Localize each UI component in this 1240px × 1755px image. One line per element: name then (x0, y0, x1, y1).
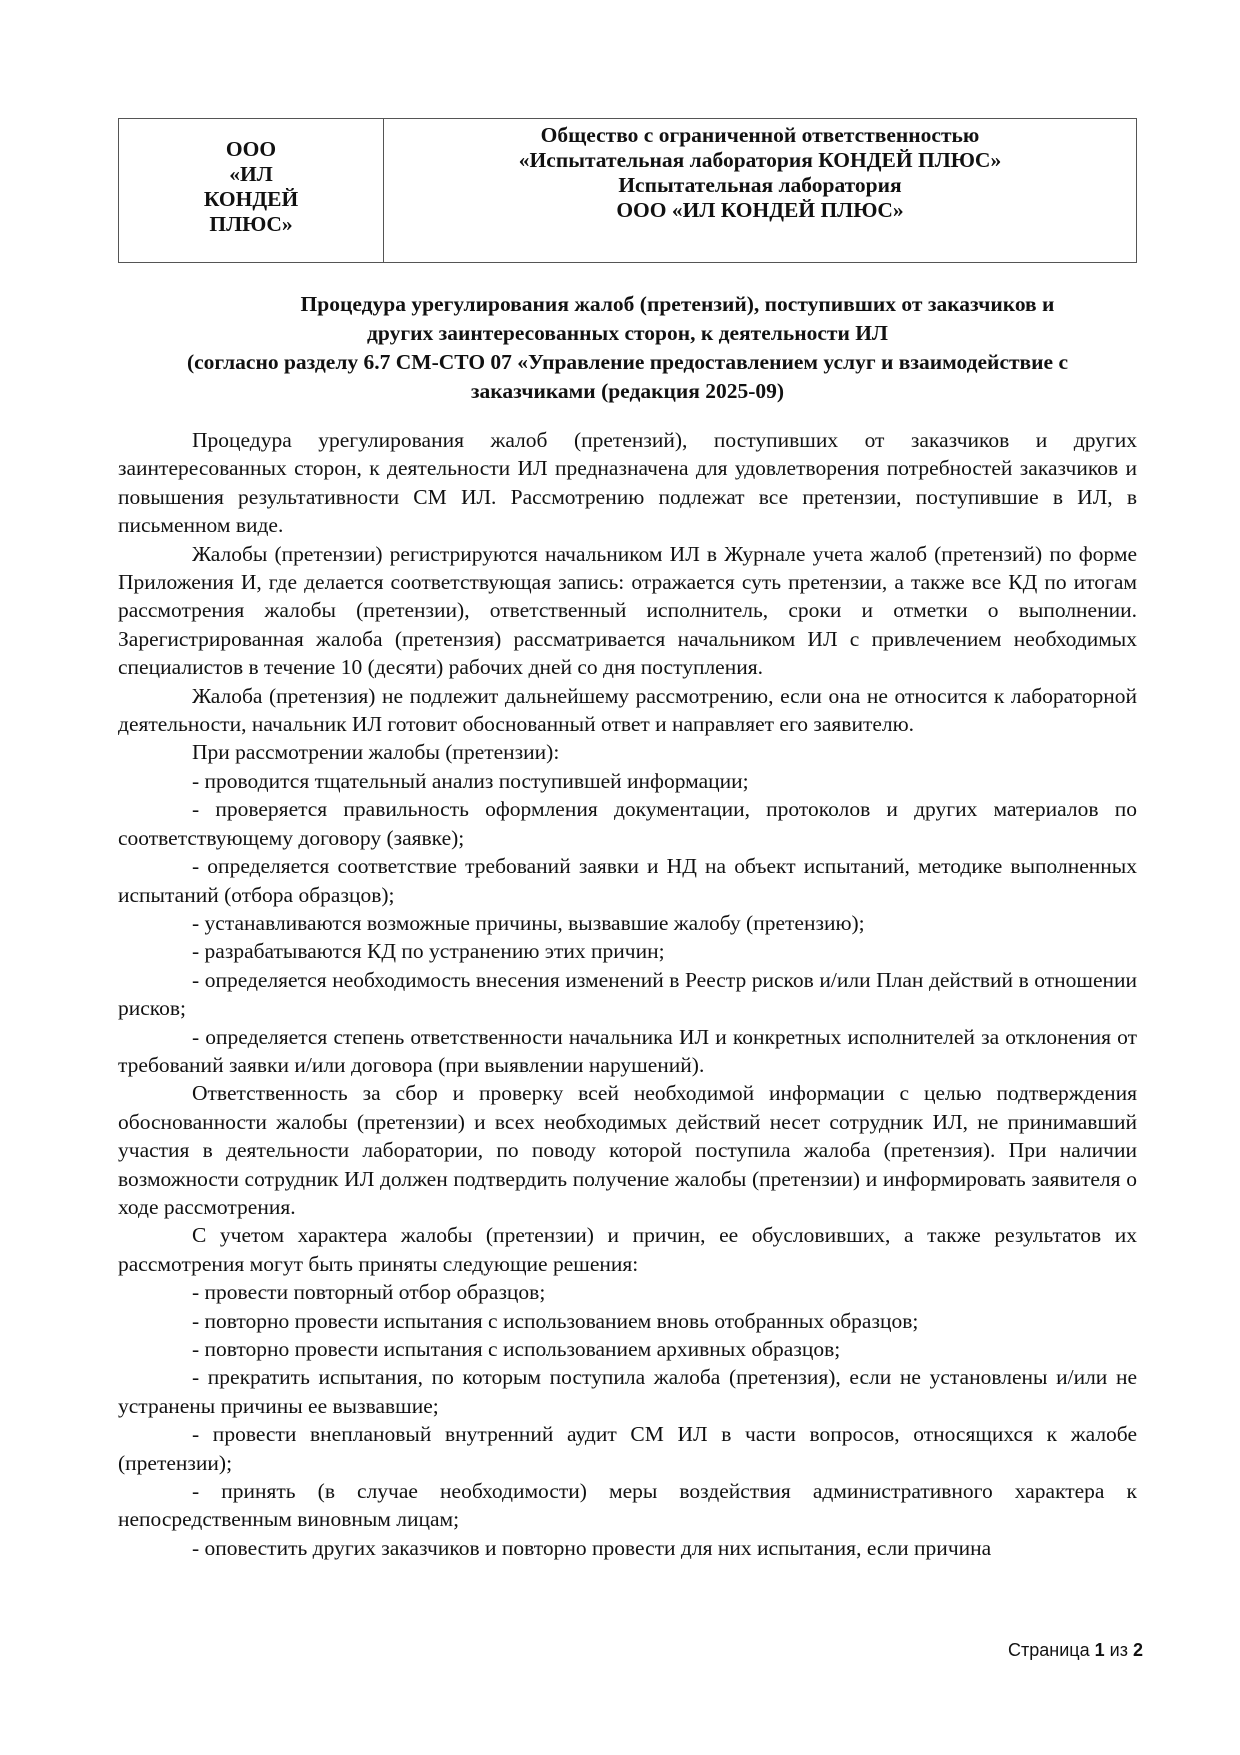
document-title (118, 290, 1137, 406)
list-item-decision: - прекратить испытания, по которым поступила жалоба (претензия), если не установлены и/или не устранены причины ее вызвавшие; (118, 1365, 1137, 1418)
title-line: других заинтересованных сторон, к деятельности ИЛ (367, 321, 888, 345)
list-item-review: - разрабатываются КД по устранению этих причин; (192, 939, 665, 964)
paragraph-responsibility: Ответственность за сбор и проверку всей необходимой информации с целью подтверждения обоснованности жалобы (претензии) и всех необходимых действий несет сотрудник ИЛ, не принимавший участия в деятельности лаборатории, по поводу которой поступила жалоба (претензия). При наличии возможности сотрудник ИЛ должен подтвердить получение жалобы (претензии) и информировать заявителя о ходе рассмотрения. (118, 1081, 1137, 1219)
list-item-decision: - повторно провести испытания с использованием вновь отобранных образцов; (192, 1308, 919, 1333)
page-total: 2 (1132, 1640, 1143, 1660)
list-item-decision: - принять (в случае необходимости) меры воздействия административного характера к непосредственным виновным лицам; (118, 1479, 1137, 1532)
list-item-review: - определяется соответствие требований заявки и НД на объект испытаний, методике выполненных испытаний (отбора образцов); (118, 854, 1137, 907)
page-number (1008, 1640, 1143, 1661)
paragraph-registration: Жалобы (претензии) регистрируются начальником ИЛ в Журнале учета жалоб (претензий) по форме Приложения И, где делается соответствующая запись: отражается суть претензии, а также все КД по итогам рассмотрения жалобы (претензии), ответственный исполнитель, сроки и отметки о выполнении. Зарегистрированная жалоба (претензия) рассматривается начальником ИЛ с привлечением необходимых специалистов в течение 10 (десяти) рабочих дней со дня поступления. (118, 541, 1137, 680)
paragraph-review-intro: При рассмотрении жалобы (претензии): (192, 740, 560, 765)
list-item-decision: - провести внеплановый внутренний аудит СМ ИЛ в части вопросов, относящихся к жалобе (претензии); (118, 1422, 1137, 1475)
header-org-short-line: КОНДЕЙ (203, 187, 299, 211)
header-org-short-cell (119, 119, 384, 263)
header-org-short-line: «ИЛ (229, 162, 273, 186)
page-separator: из (1109, 1640, 1128, 1660)
title-line: заказчиками (редакция 2025-09) (470, 379, 785, 403)
list-item-decision: - повторно провести испытания с использованием архивных образцов; (192, 1337, 841, 1361)
page-current: 1 (1094, 1640, 1105, 1660)
page-label: Страница (1008, 1640, 1090, 1660)
paragraph-decisions-intro: С учетом характера жалобы (претензии) и причин, ее обусловивших, а также результатов их рассмотрения могут быть приняты следующие решения: (118, 1223, 1137, 1276)
list-item-review: - проверяется правильность оформления документации, протоколов и других материалов по соответствующему договору (заявке); (118, 797, 1137, 850)
title-line: (согласно разделу 6.7 СМ-СТО 07 «Управление предоставлением услуг и взаимодействие с (186, 350, 1069, 374)
paragraph-rejection: Жалоба (претензия) не подлежит дальнейшему рассмотрению, если она не относится к лабораторной деятельности, начальник ИЛ готовит обоснованный ответ и направляет его заявителю. (118, 683, 1137, 737)
paragraph-purpose: Процедура урегулирования жалоб (претензий), поступивших от заказчиков и других заинтересованных сторон, к деятельности ИЛ предназначена для удовлетворения потребностей заказчиков и повышения результативности СМ ИЛ. Рассмотрению подлежат все претензии, поступившие в ИЛ, в письменном виде. (118, 428, 1137, 538)
header-org-short-line: ООО (225, 137, 277, 161)
list-item-decision: - оповестить других заказчиков и повторно провести для них испытания, если причина (192, 1535, 992, 1560)
list-item-review: - определяется необходимость внесения изменений в Реестр рисков и/или План действий в отношении рисков; (118, 967, 1137, 1021)
header-org-full-line: Испытательная лаборатория (618, 173, 902, 197)
document-header-table (118, 118, 1137, 263)
list-item-decision: - провести повторный отбор образцов; (192, 1280, 546, 1305)
header-org-full-line: Общество с ограниченной ответственностью (540, 123, 980, 147)
header-org-full-cell (384, 119, 1137, 263)
list-item-review: - проводится тщательный анализ поступившей информации; (192, 768, 749, 793)
header-org-full-line: ООО «ИЛ КОНДЕЙ ПЛЮС» (616, 198, 904, 222)
header-org-short-line: ПЛЮС» (209, 212, 293, 236)
document-body (118, 426, 1137, 1562)
header-org-full-line: «Испытательная лаборатория КОНДЕЙ ПЛЮС» (518, 148, 1002, 172)
list-item-review: - устанавливаются возможные причины, вызвавшие жалобу (претензию); (192, 910, 865, 935)
title-line: Процедура урегулирования жалоб (претензий), поступивших от заказчиков и (300, 292, 1055, 316)
list-item-review: - определяется степень ответственности начальника ИЛ и конкретных исполнителей за отклонения от требований заявки и/или договора (при выявлении нарушений). (118, 1024, 1137, 1077)
